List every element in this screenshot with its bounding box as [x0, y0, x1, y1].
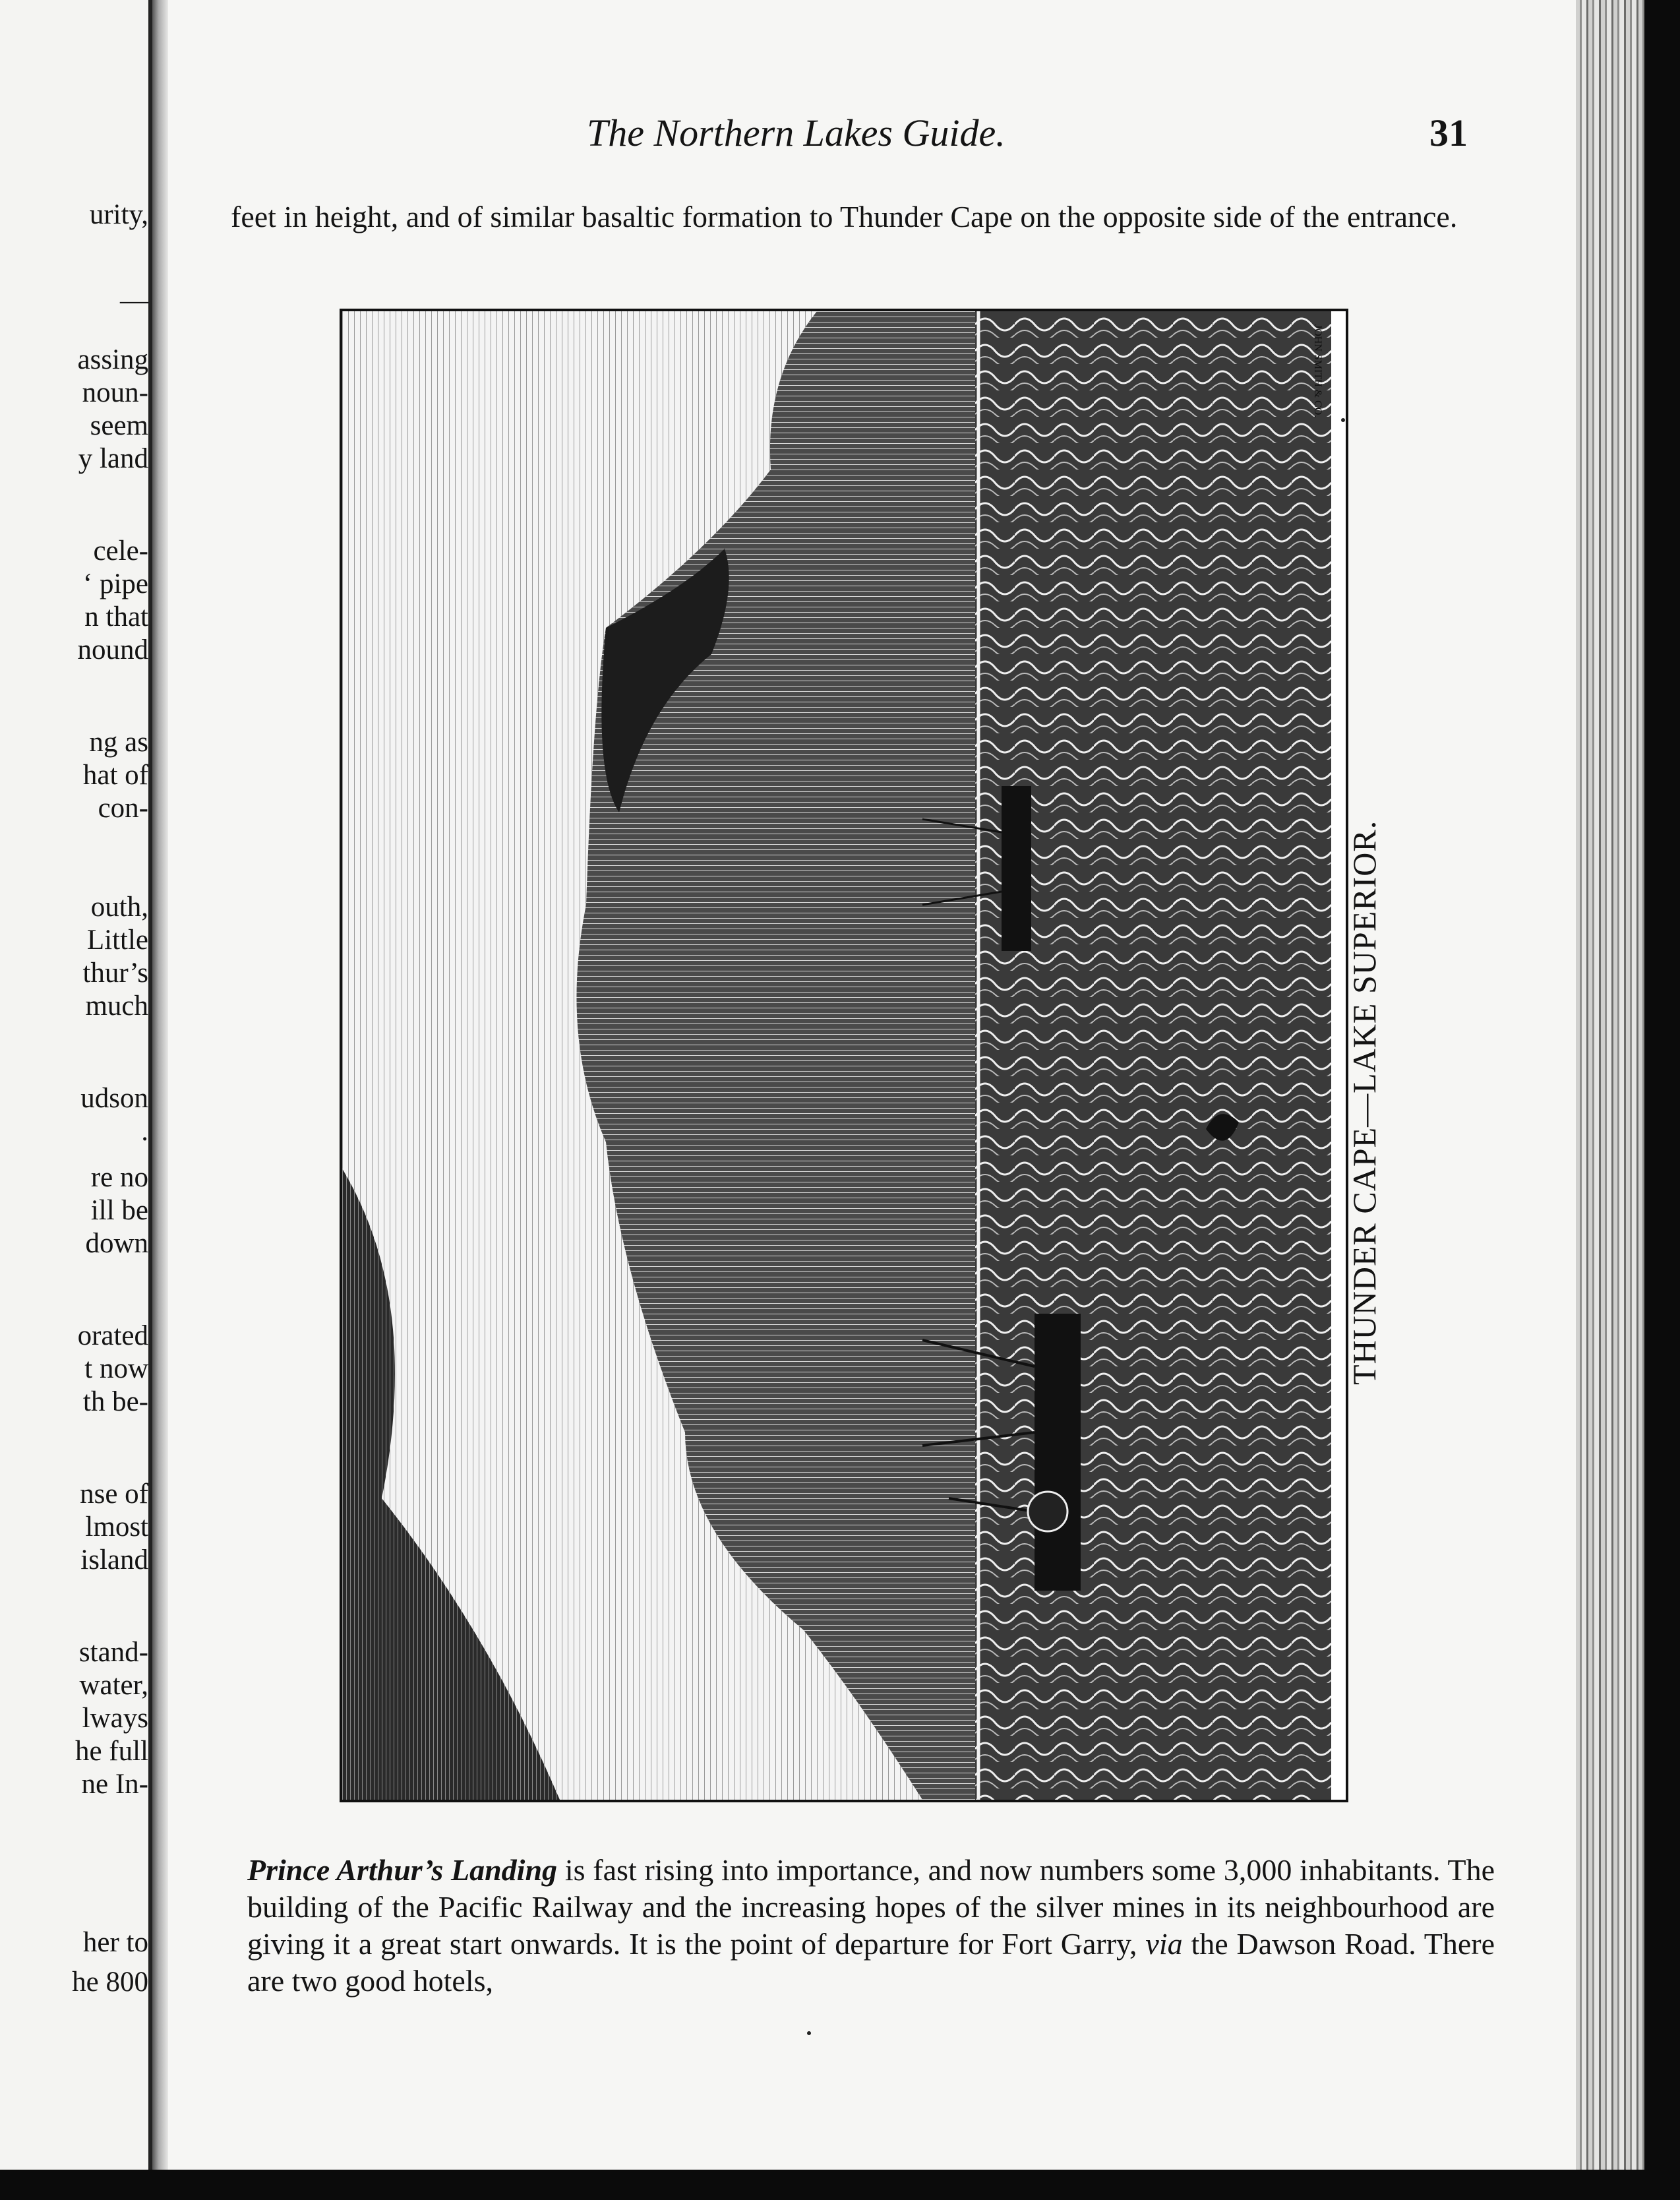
left-page-fragment: lmost — [85, 1512, 148, 1543]
engraving-figure — [340, 309, 1348, 1802]
left-page-fragment: orated — [77, 1320, 148, 1351]
left-page-fragment: Little — [86, 925, 148, 956]
left-page-fragment: cele- — [93, 535, 148, 566]
left-page-fragment: lways — [82, 1703, 148, 1734]
page-speck — [807, 2031, 811, 2035]
left-page-fragment: urity, — [89, 199, 148, 230]
left-page-fragment: seem — [90, 410, 148, 441]
left-page-fragment: much — [85, 991, 148, 1022]
running-header-title: The Northern Lakes Guide. — [587, 111, 1005, 154]
bottom-paragraph — [247, 1852, 1495, 2000]
top-paragraph: feet in height, and of similar basaltic formation to Thunder Cape on the opposite side of the entrance. — [231, 200, 1458, 233]
lead-phrase: Prince Arthur’s Landing — [247, 1853, 558, 1887]
left-page-fragment: island — [80, 1544, 148, 1575]
page-number: 31 — [1429, 111, 1468, 154]
page-stack-edge — [1576, 0, 1644, 2170]
left-page-fragment: assing — [77, 344, 148, 375]
left-page-fragment: nound — [77, 634, 148, 665]
left-page-fragment: ill be — [90, 1195, 148, 1226]
paragraph-end: the Dawson Road. There are two good hotels, — [247, 1927, 1495, 1998]
left-page-fragment: — — [120, 285, 148, 316]
lake-water — [975, 311, 1331, 1800]
left-page-fragment: noun- — [82, 377, 148, 408]
thunder-cape-engraving — [342, 311, 1331, 1800]
left-page-edge — [0, 0, 152, 2170]
left-page-fragment: ne In- — [81, 1769, 148, 1800]
left-page-fragment: her to — [82, 1927, 148, 1958]
right-black-border — [1644, 0, 1680, 2200]
left-page-fragment: hat of — [82, 760, 148, 791]
left-page-fragment: re no — [90, 1162, 148, 1193]
left-page-fragment: he full — [75, 1736, 148, 1767]
left-page-fragment: n that — [84, 601, 148, 632]
book-gutter — [152, 0, 168, 2170]
page-speck — [1341, 418, 1345, 422]
left-page-fragment: . — [141, 1116, 148, 1147]
left-page-fragment: nse of — [80, 1479, 148, 1510]
left-page-fragment: t now — [84, 1353, 148, 1384]
left-page-fragment: th be- — [82, 1386, 148, 1417]
left-page-fragment: con- — [98, 793, 148, 824]
figure-caption: THUNDER CAPE—LAKE SUPERIOR. — [1346, 820, 1383, 1385]
left-page-fragment: udson — [80, 1083, 148, 1114]
left-page-fragment: water, — [79, 1670, 148, 1701]
left-page-fragment: thur’s — [82, 958, 148, 989]
bottom-black-border — [0, 2170, 1680, 2200]
via-italic: via — [1145, 1927, 1183, 1961]
left-page-fragment: y land — [78, 443, 148, 474]
left-page-fragment: stand- — [78, 1637, 148, 1668]
left-page-fragment: he 800 — [72, 1967, 148, 1998]
engraver-mark: JOHN SMITH & CO. — [1312, 324, 1323, 418]
left-page-fragment: ng as — [89, 727, 148, 758]
left-page-fragment: outh, — [90, 892, 148, 923]
left-page-fragment: down — [85, 1228, 148, 1259]
paragraph-body: is fast rising into importance, and now numbers some 3,000 inhabitants. The building of the Pacific Railway and the increasing hopes of the silver mines in its neighbourhood are giving it a great start onwards. It is the point of departure for Fort Garry, — [247, 1853, 1495, 1961]
left-page-fragment: ‘ pipe — [82, 568, 148, 599]
